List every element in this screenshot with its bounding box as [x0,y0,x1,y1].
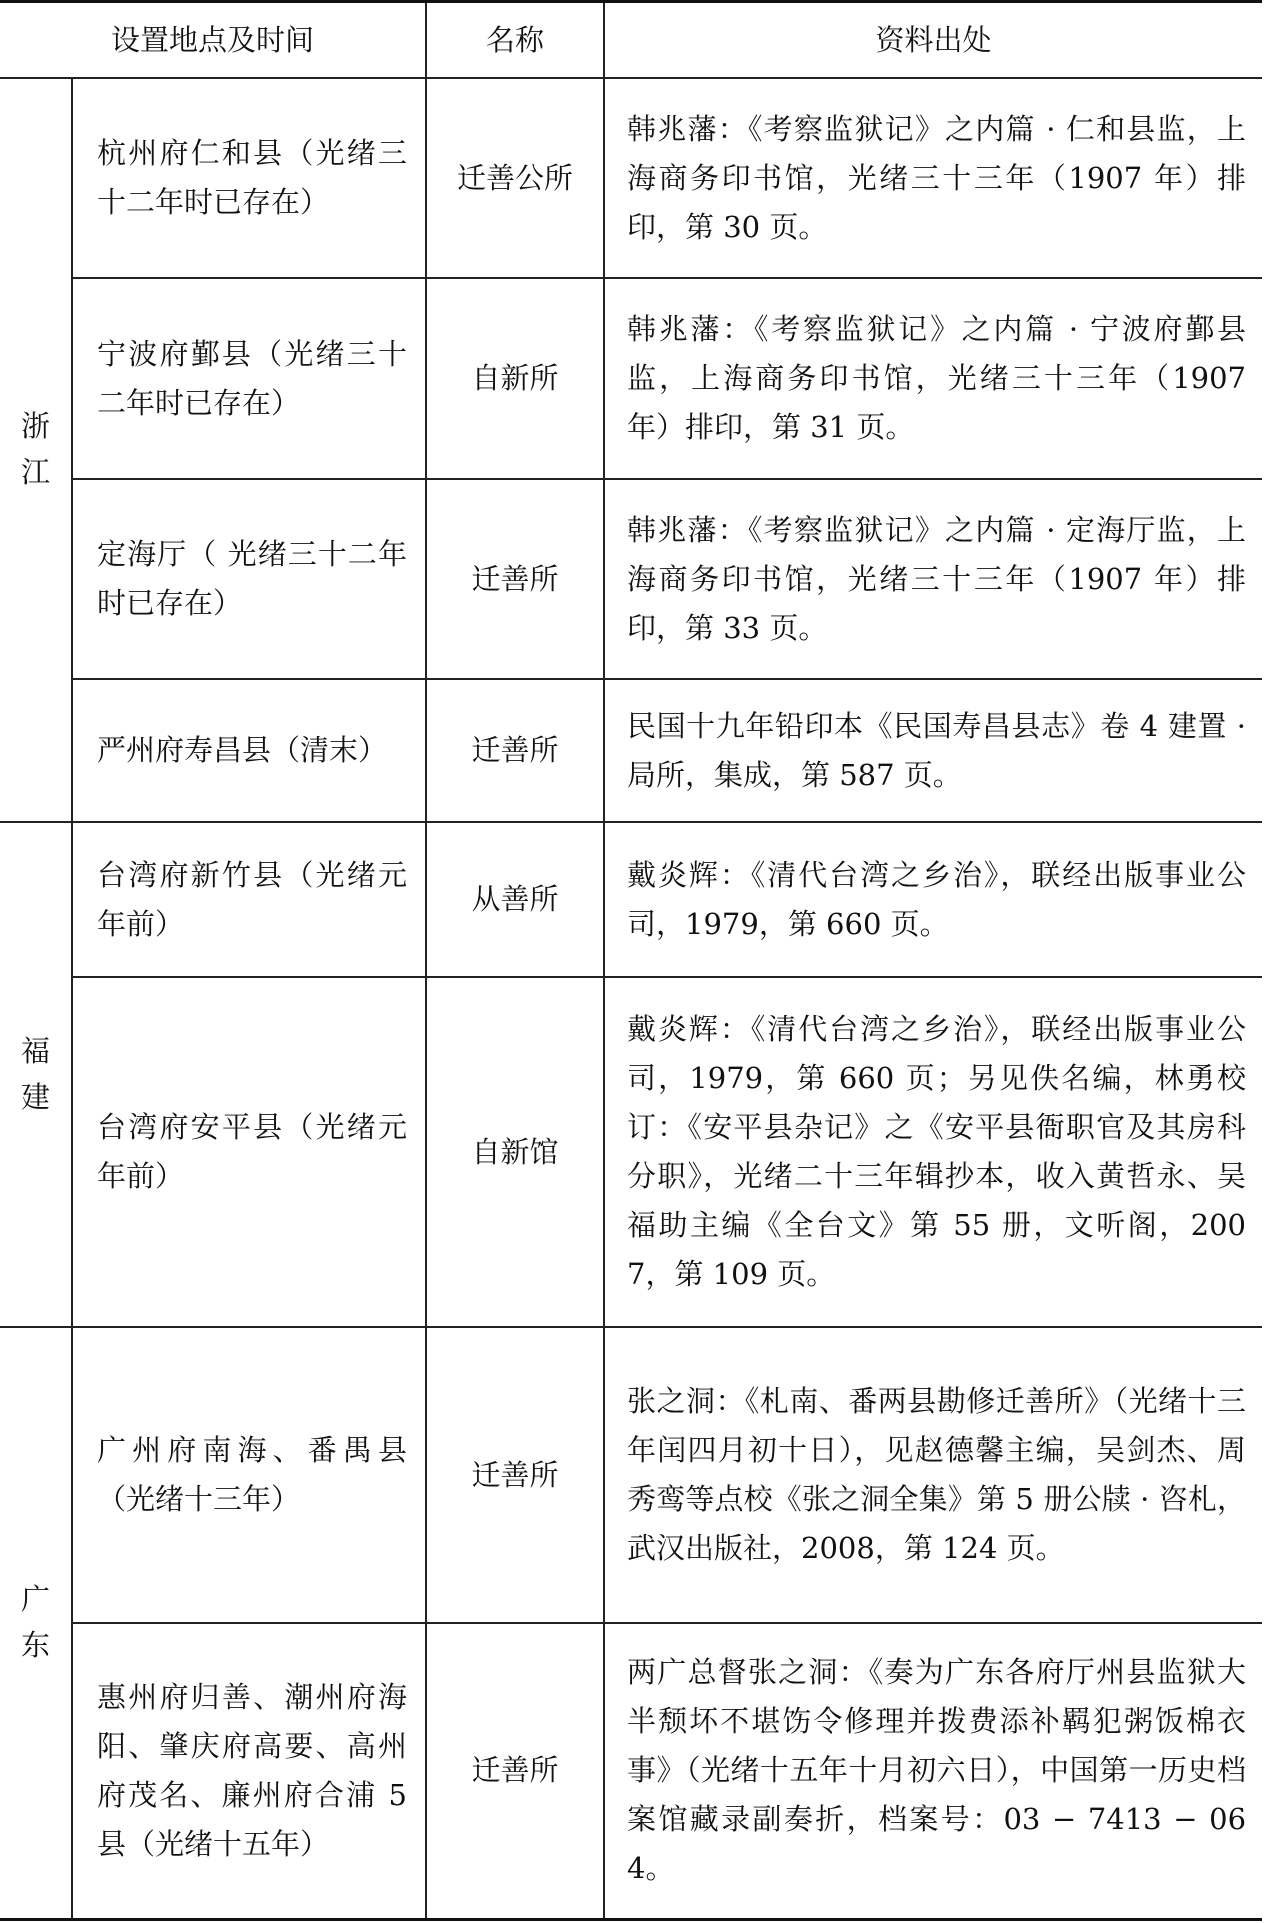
place-cell: 定海厅（ 光绪三十二年时已存在） [72,479,426,679]
name-cell: 迁善所 [426,1623,604,1919]
table-row [0,822,1262,977]
name-cell: 迁善所 [426,679,604,822]
source-cell: 张之洞：《札南、番两县勘修迁善所》（光绪十三年闰四月初十日），见赵德馨主编，吴剑杰、周秀鸾等点校《张之洞全集》第 5 册公牍 · 咨札，武汉出版社，2008，第 124 页。 [604,1327,1262,1623]
header-place-time: 设置地点及时间 [0,2,426,79]
province-cell-zhejiang [0,78,72,822]
name-cell: 从善所 [426,822,604,977]
header-source: 资料出处 [604,2,1262,79]
table-row [0,679,1262,822]
source-cell: 韩兆藩：《考察监狱记》之内篇 · 宁波府鄞县监，上海商务印书馆，光绪三十三年（1907 年）排印，第 31 页。 [604,278,1262,479]
table-row [0,278,1262,479]
province-cell-guangdong [0,1327,72,1919]
table-row [0,1327,1262,1623]
source-cell: 戴炎辉：《清代台湾之乡治》，联经出版事业公司，1979，第 660 页。 [604,822,1262,977]
province-label: 福建 [20,1033,50,1114]
table-row [0,479,1262,679]
name-cell: 迁善所 [426,1327,604,1623]
source-cell: 韩兆藩：《考察监狱记》之内篇 · 定海厅监，上海商务印书馆，光绪三十三年（1907 年）排印，第 33 页。 [604,479,1262,679]
province-cell-fujian [0,822,72,1327]
place-cell: 台湾府新竹县（光绪元年前） [72,822,426,977]
source-cell: 民国十九年铅印本《民国寿昌县志》卷 4 建置 · 局所，集成，第 587 页。 [604,679,1262,822]
name-cell: 自新所 [426,278,604,479]
place-cell: 杭州府仁和县（光绪三十二年时已存在） [72,78,426,278]
table-row [0,977,1262,1327]
source-cell: 两广总督张之洞：《奏为广东各府厅州县监狱大半颓坏不堪饬令修理并拨费添补羁犯粥饭棉衣事》（光绪十五年十月初六日），中国第一历史档案馆藏录副奏折，档案号：03 − 7413 − 064。 [604,1623,1262,1919]
province-label: 广东 [20,1581,50,1662]
province-label: 浙江 [20,409,50,489]
source-cell: 韩兆藩：《考察监狱记》之内篇 · 仁和县监，上海商务印书馆，光绪三十三年（1907 年）排印，第 30 页。 [604,78,1262,278]
place-cell: 惠州府归善、潮州府海阳、肇庆府高要、高州府茂名、廉州府合浦 5 县（光绪十五年） [72,1623,426,1919]
header-row [0,2,1262,79]
name-cell: 迁善公所 [426,78,604,278]
place-cell: 台湾府安平县（光绪元年前） [72,977,426,1327]
table-row [0,1623,1262,1919]
place-cell: 宁波府鄞县（光绪三十二年时已存在） [72,278,426,479]
table-row [0,78,1262,278]
name-cell: 迁善所 [426,479,604,679]
name-cell: 自新馆 [426,977,604,1327]
header-name: 名称 [426,2,604,79]
place-cell: 严州府寿昌县（清末） [72,679,426,822]
place-cell: 广州府南海、番禺县（光绪十三年） [72,1327,426,1623]
source-cell: 戴炎辉：《清代台湾之乡治》，联经出版事业公司，1979，第 660 页；另见佚名编，林勇校订：《安平县杂记》之《安平县衙职官及其房科分职》，光绪二十三年辑抄本，收入黄哲永、吴福助主编《全台文》第 55 册，文听阁，2007，第 109 页。 [604,977,1262,1327]
